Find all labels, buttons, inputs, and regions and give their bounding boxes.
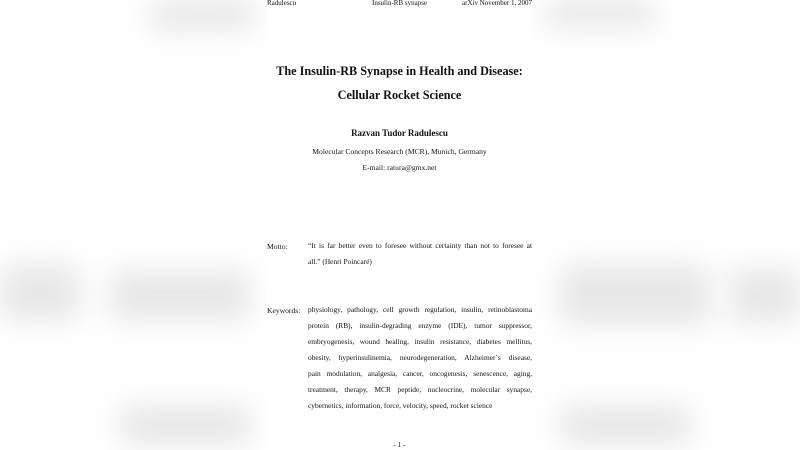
keywords-line: cybernetics, information, force, velocity, speed, rocket science <box>308 401 493 410</box>
motto-label: Motto: <box>267 242 288 251</box>
keywords-text <box>308 302 532 414</box>
header-short-title: Insulin-RB synapse <box>372 0 428 7</box>
motto-line: all.” (Henri Poincaré) <box>308 257 372 266</box>
running-header <box>267 0 532 11</box>
page-number: - 1 - <box>393 440 406 449</box>
keywords-line: physiology, pathology, cell growth regulation, insulin, retinoblastoma <box>308 305 532 314</box>
motto-text <box>308 238 532 270</box>
header-author: Radulescu <box>267 0 297 7</box>
motto-line: “It is far better even to foresee without certainty than not to foresee at <box>308 241 532 250</box>
author-email[interactable]: E-mail: ratura@gmx.net <box>362 163 437 172</box>
header-date: arXiv November 1, 2007 <box>462 0 532 7</box>
keywords-line: obesity, hyperinsulinemia, neurodegeneration, Alzheimer´s disease, <box>308 353 532 362</box>
paper-title-line-1: The Insulin-RB Synapse in Health and Disease: <box>276 64 523 78</box>
author-name: Razvan Tudor Radulescu <box>351 128 448 138</box>
paper-title-line-2: Cellular Rocket Science <box>337 88 462 102</box>
keywords-line: protein (RB), insulin-degrading enzyme (IDE), tumor suppressor, <box>308 321 532 330</box>
keywords-line: pain modulation, analgesia, cancer, oncogenesis, senescence, aging, <box>308 369 532 378</box>
keywords-line: treatment, therapy, MCR peptide, nucleocrine, molecular synapse, <box>308 385 532 394</box>
author-affiliation: Molecular Concepts Research (MCR), Munich, Germany <box>312 147 487 156</box>
keywords-line: embryogenesis, wound healing, insulin resistance, diabetes mellitus, <box>308 337 532 346</box>
keywords-label: Keywords: <box>267 306 301 315</box>
document-page <box>267 0 532 450</box>
